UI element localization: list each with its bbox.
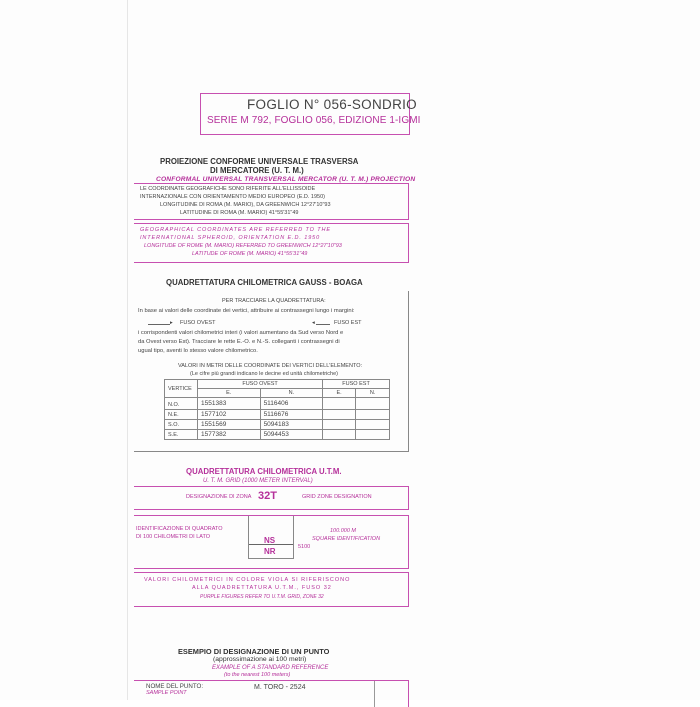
instr-line-2: i corrispondenti valori chilometrici interi (i valori aumentano da Sud verso Nord e [138, 330, 344, 336]
col-vertice: VERTICE [165, 380, 198, 398]
purple-figures-note-box [134, 572, 409, 607]
square-label-1: IDENTIFICAZIONE DI QUADRATO [136, 526, 223, 532]
series-line: SERIE M 792, FOGLIO 056, EDIZIONE 1-IGMI [207, 115, 421, 126]
row-north: 5094453 [260, 430, 323, 440]
example-heading-1: ESEMPIO DI DESIGNAZIONE DI UN PUNTO [178, 647, 330, 656]
row-est-n [356, 410, 390, 420]
values-title: VALORI IN METRI DELLE COORDINATE DEI VERTICI DELL'ELEMENTO: [178, 363, 363, 369]
square-label-2: DI 100 CHILOMETRI DI LATO [136, 534, 211, 540]
point-label-en: SAMPLE POINT [146, 690, 187, 696]
row-est-n [356, 398, 390, 410]
row-est-e [323, 430, 356, 440]
row-vertex: N.E. [165, 410, 198, 420]
square-en-1: 100.000 M [330, 528, 356, 534]
col-fuso-est: FUSO EST [323, 380, 390, 389]
row-est-e [323, 398, 356, 410]
col-est-n: N. [356, 389, 390, 398]
row-north: 5094183 [260, 420, 323, 430]
row-vertex: N.O. [165, 398, 198, 410]
ellipsoid-line-3: LONGITUDINE DI ROMA (M. MARIO), DA GREENWICH 12°27'10"93 [160, 202, 331, 208]
point-value: M. TORO - 2524 [254, 684, 306, 691]
sheet-margin-line [127, 0, 128, 700]
ellipsoid-en-line-1: GEOGRAPHICAL COORDINATES ARE REFERRED TO THE [140, 227, 331, 233]
gauss-boaga-box [134, 291, 409, 452]
fuso-ovest-arrow [148, 324, 170, 325]
ellipsoid-box-it [134, 183, 409, 220]
row-east: 1577102 [198, 410, 261, 420]
square-bottom-letters: NR [264, 547, 276, 556]
projection-heading-1: PROIEZIONE CONFORME UNIVERSALE TRASVERSA [160, 157, 359, 166]
point-box-divider [374, 681, 375, 707]
table-row [165, 398, 390, 410]
row-est-e [323, 410, 356, 420]
fuso-ovest-arrowhead: ▸ [170, 320, 173, 326]
instr-title: PER TRACCIARE LA QUADRETTATURA: [222, 298, 326, 304]
fuso-est-label: FUSO EST [334, 320, 362, 326]
ellipsoid-en-line-3: LONGITUDE OF ROME (M. MARIO) REFERRED TO GREENWICH 12°27'10"93 [144, 243, 342, 249]
sheet-title: FOGLIO N° 056-SONDRIO [247, 97, 417, 112]
zone-label-en: GRID ZONE DESIGNATION [302, 494, 372, 500]
utm-heading-en: U. T. M. GRID (1000 METER INTERVAL) [203, 478, 313, 484]
square-en-2: SQUARE IDENTIFICATION [312, 536, 381, 542]
vertex-coordinates-table [164, 379, 390, 440]
row-est-e [323, 420, 356, 430]
square-top-letters: NS [264, 536, 276, 545]
projection-heading-en: CONFORMAL UNIVERSAL TRANSVERSAL MERCATOR (U. T. M.) PROJECTION [156, 176, 416, 183]
gauss-boaga-heading: QUADRETTATURA CHILOMETRICA GAUSS - BOAGA [166, 278, 363, 287]
row-east: 1551569 [198, 420, 261, 430]
row-east: 1551383 [198, 398, 261, 410]
row-north: 5116676 [260, 410, 323, 420]
instr-line-4: ugual tipo, aventi lo stesso valore chilometrico. [138, 348, 258, 354]
sample-point-box [134, 680, 409, 707]
example-heading-2: (approssimazione ai 100 metri) [213, 656, 307, 663]
row-est-n [356, 430, 390, 440]
col-ovest-n: N. [260, 389, 323, 398]
square-id-box [134, 515, 409, 569]
grid-zone-box [134, 486, 409, 510]
table-row [165, 420, 390, 430]
title-box [200, 93, 421, 135]
values-subtitle: (Le cifre più grandi indicano le decine ed unità chilometriche) [190, 371, 338, 377]
table-row [165, 410, 390, 420]
row-vertex: S.E. [165, 430, 198, 440]
square-side-value: 5100 [298, 544, 311, 550]
fuso-est-arrowhead: ◂ [312, 320, 315, 326]
row-est-n [356, 420, 390, 430]
col-ovest-e: E. [198, 389, 261, 398]
example-heading-en-1: EXAMPLE OF A STANDARD REFERENCE [212, 665, 329, 671]
col-est-e: E. [323, 389, 356, 398]
note-line-2: ALLA QUADRETTATURA U.T.M., FUSO 32 [192, 585, 332, 591]
fuso-est-arrow [316, 324, 330, 325]
note-line-1: VALORI CHILOMETRICI IN COLORE VIOLA SI RIFERISCONO [144, 577, 351, 583]
row-north: 5116406 [260, 398, 323, 410]
ellipsoid-en-line-4: LATITUDE OF ROME (M. MARIO) 41°55'31"49 [192, 251, 308, 257]
row-vertex: S.O. [165, 420, 198, 430]
zone-label: DESIGNAZIONE DI ZONA [186, 494, 252, 500]
note-line-en: PURPLE FIGURES REFER TO U.T.M. GRID, ZONE 32 [200, 594, 324, 600]
ellipsoid-line-4: LATITUDINE DI ROMA (M. MARIO) 41°55'31"49 [180, 210, 299, 216]
ellipsoid-line-1: LE COORDINATE GEOGRAFICHE SONO RIFERITE ALL'ELLISSOIDE [140, 186, 316, 192]
row-east: 1577382 [198, 430, 261, 440]
zone-value: 32T [258, 490, 277, 502]
projection-heading-2: DI MERCATORE (U. T. M.) [210, 166, 304, 175]
example-heading-en-2: (to the nearest 100 meters) [224, 672, 291, 678]
ellipsoid-line-2: INTERNAZIONALE CON ORIENTAMENTO MEDIO EUROPEO (E.D. 1950) [140, 194, 325, 200]
table-row [165, 430, 390, 440]
ellipsoid-en-line-2: INTERNATIONAL SPHEROID, ORIENTATION E.D. 1950 [140, 235, 321, 241]
instr-line-3: da Ovest verso Est). Tracciare le rette E.-O. e N.-S. colleganti i contrassegni di [138, 339, 340, 345]
ellipsoid-box-en [134, 223, 409, 263]
point-label: NOME DEL PUNTO: [146, 683, 204, 690]
instr-line-1: In base ai valori delle coordinate dei vertici, attribuire ai contrassegni lungo i margini: [138, 308, 355, 314]
utm-heading: QUADRETTATURA CHILOMETRICA U.T.M. [186, 467, 342, 476]
fuso-ovest-label: FUSO OVEST [180, 320, 216, 326]
col-fuso-ovest: FUSO OVEST [198, 380, 323, 389]
